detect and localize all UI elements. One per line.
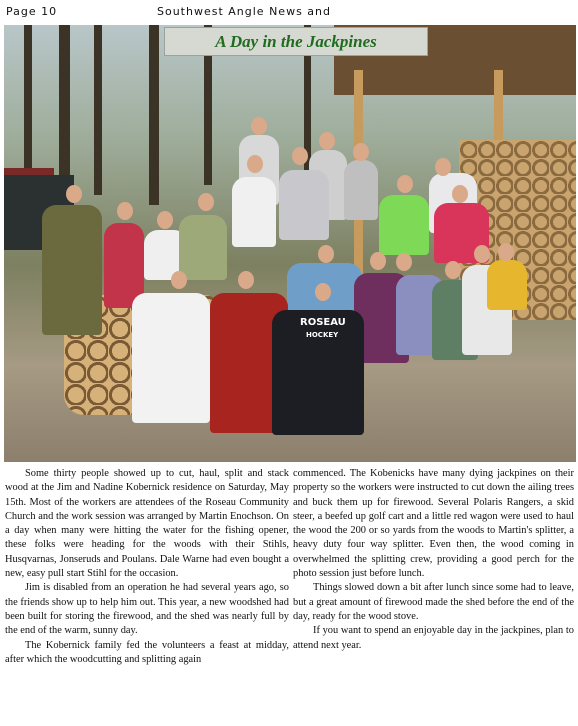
article-paragraph: Jim is disabled from an operation he had several years ago, so the friends show up to help him out. This year, a new woodshed had been built for storing the firewood, and the shed was nearly full by the end of the warm, sunny day. xyxy=(5,582,289,637)
article-paragraph: Some thirty people showed up to cut, haul, split and stack wood at the Jim and Nadine Kobernick residence on Saturday, May 15th. Most of the workers are attendees of the Roseau Community Church and the work session was arranged by Martin Enochson. On a day when many were hitting the water for the fishing opener, these folks were heading for the woods with their Stihls, Husqvarnas, Jonseruds and Poulans. Dale Warne had even bought a new, easy pull start Stihl for the occasion. xyxy=(5,468,289,580)
newspaper-title: Southwest Angle News and xyxy=(157,5,331,18)
person-head xyxy=(474,245,490,263)
person xyxy=(344,160,378,220)
page-number: Page 10 xyxy=(6,5,58,18)
person-head xyxy=(238,271,254,289)
jackpine-tree xyxy=(94,25,102,195)
group-photo xyxy=(4,25,576,462)
person-head xyxy=(117,202,133,220)
person-head xyxy=(370,252,386,270)
person-head xyxy=(452,185,468,203)
person-head xyxy=(198,193,214,211)
person xyxy=(279,170,329,240)
article-paragraph: commenced. The Kobenicks have many dying jackpines on their property so the workers were instructed to cut down the ailing trees and buck them up for firewood. Several Polaris Rangers, a skid steer, a beefed up golf cart and a little red wagon were used to haul the wood the 200 or so yards from the woods to Martin's splitter, a heavy duty four way splitter. Even then, the wood coming in overwhelmed the splitting crew, providing a good perch for the photo session just before lunch. xyxy=(293,468,574,580)
person-head xyxy=(292,147,308,165)
hat-text: ROSEAU xyxy=(300,317,346,328)
jackpine-tree xyxy=(149,25,159,205)
article-title: A Day in the Jackpines xyxy=(215,31,377,51)
person xyxy=(379,195,429,255)
person-head xyxy=(396,253,412,271)
person-head xyxy=(315,283,331,301)
article-column-left xyxy=(5,467,289,667)
article-paragraph: Things slowed down a bit after lunch since some had to leave, but a great amount of firewood made the shed before the end of the day, ready for the wood stove. xyxy=(293,582,574,622)
article-column-right xyxy=(293,467,574,653)
photo-title-box xyxy=(164,27,428,56)
person-head xyxy=(397,175,413,193)
person-head xyxy=(353,143,369,161)
shirt-text: HOCKEY xyxy=(306,331,339,339)
article-paragraph: The Kobernick family fed the volunteers a feast at midday, after which the woodcutting and splitting again xyxy=(5,639,289,665)
person-head xyxy=(251,117,267,135)
person-head xyxy=(498,243,514,261)
person xyxy=(487,260,527,310)
person-head xyxy=(435,158,451,176)
person-head xyxy=(319,132,335,150)
person xyxy=(42,205,102,335)
person-head xyxy=(318,245,334,263)
person-head xyxy=(66,185,82,203)
person xyxy=(232,177,276,247)
person xyxy=(132,293,210,423)
person-head xyxy=(445,261,461,279)
person xyxy=(179,215,227,280)
person-head xyxy=(171,271,187,289)
person-head xyxy=(247,155,263,173)
article-paragraph: If you want to spend an enjoyable day in the jackpines, plan to attend next year. xyxy=(293,625,574,651)
page-header xyxy=(4,3,574,21)
person xyxy=(272,310,364,435)
person-head xyxy=(157,211,173,229)
